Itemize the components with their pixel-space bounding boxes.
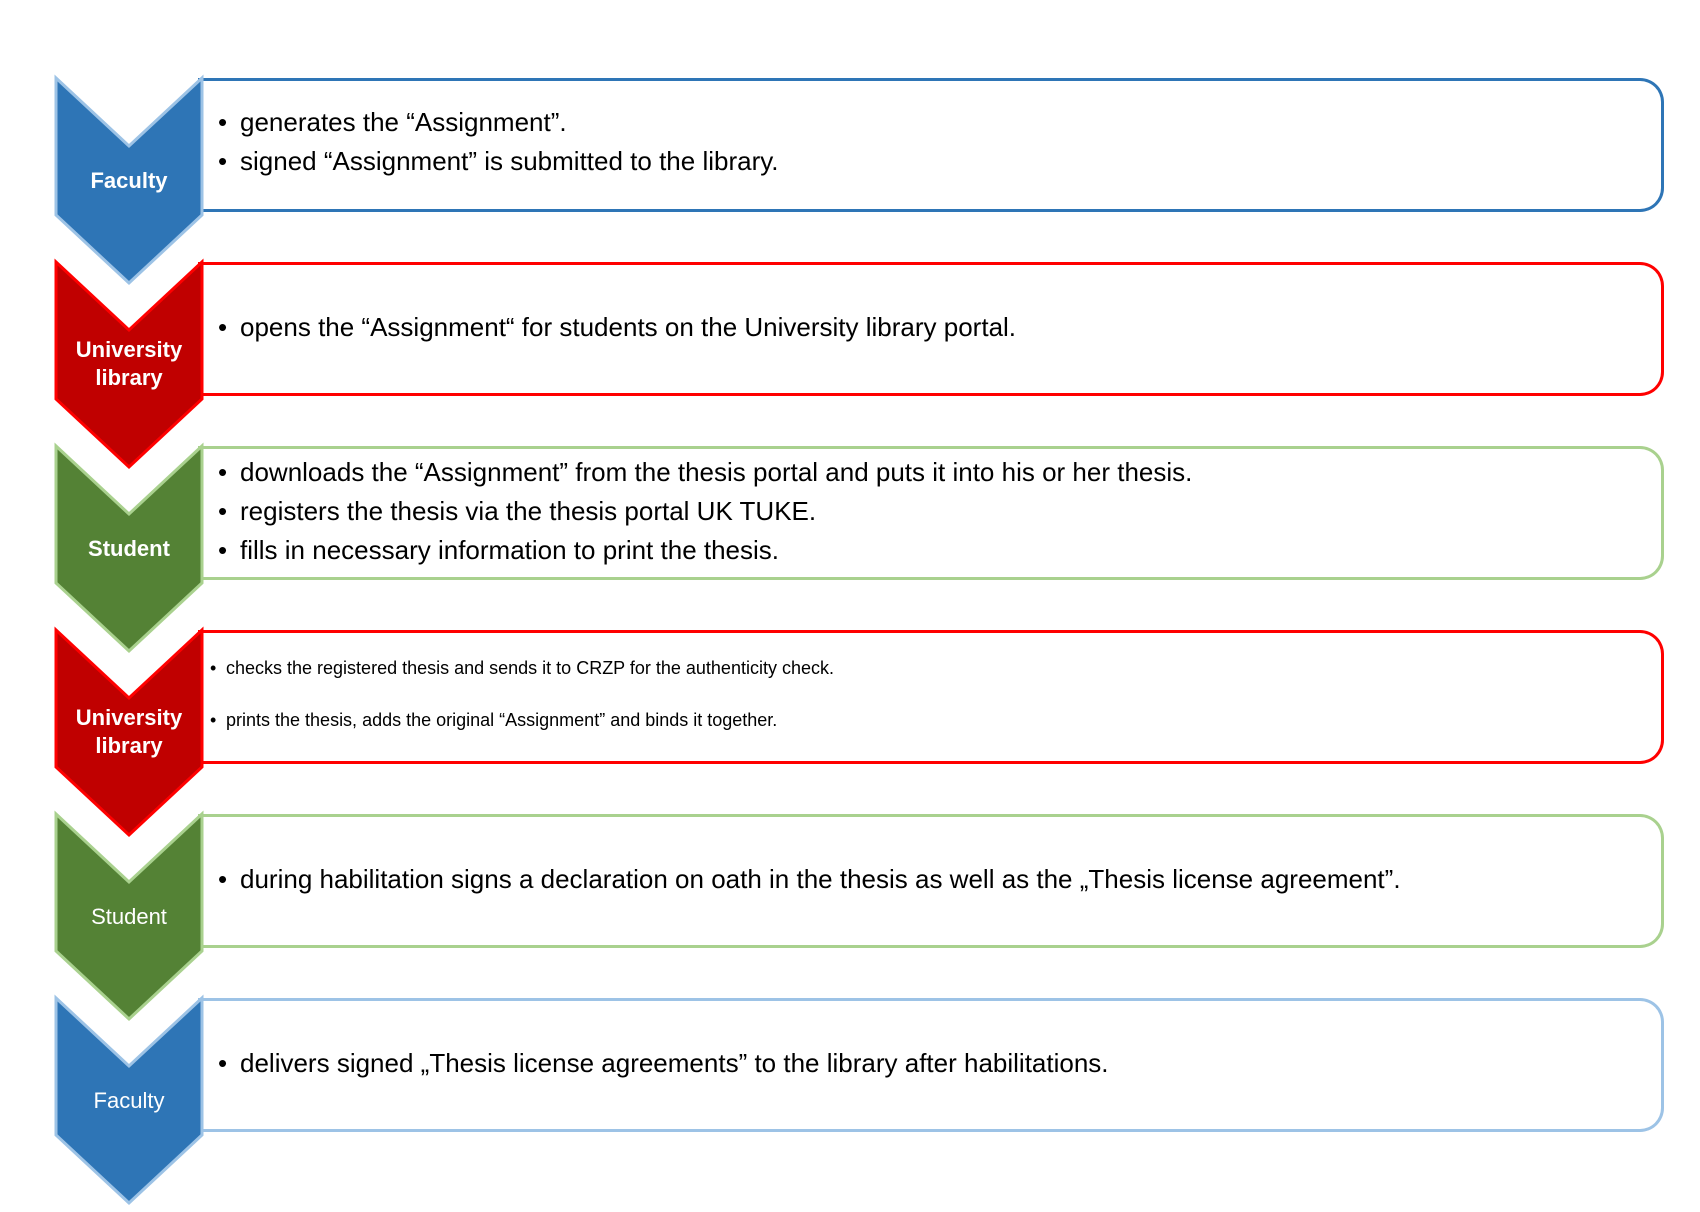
bullet-item: • prints the thesis, adds the original “Assignment” and binds it together. [210,708,1660,732]
bullet-item: • during habilitation signs a declaration on oath in the thesis as well as the „Thesis license agreement”. [218,860,1660,899]
step-bullet-list [218,453,1660,570]
bullet-item: • registers the thesis via the thesis portal UK TUKE. [218,492,1660,531]
process-step-university-library [0,262,1700,467]
process-step-faculty [0,78,1700,283]
bullet-item: • checks the registered thesis and sends it to CRZP for the authenticity check. [210,656,1660,680]
process-step-university-library [0,630,1700,835]
role-label: Faculty [93,1088,165,1113]
process-step-student [0,446,1700,651]
role-label: Student [91,904,167,929]
step-bullet-list [218,103,1660,181]
role-label: University library [75,337,183,390]
step-bullet-list [218,1044,1660,1083]
role-label: Student [88,536,170,561]
role-label: University library [75,705,183,758]
bullet-item: • fills in necessary information to print the thesis. [218,531,1660,570]
step-bullet-list [218,860,1660,899]
process-step-faculty [0,998,1700,1203]
bullet-item: • signed “Assignment” is submitted to the library. [218,142,1660,181]
step-bullet-list [210,656,1660,760]
bullet-item: • opens the “Assignment“ for students on the University library portal. [218,308,1660,347]
bullet-item: • delivers signed „Thesis license agreements” to the library after habilitations. [218,1044,1660,1083]
bullet-item: • downloads the “Assignment” from the thesis portal and puts it into his or her thesis. [218,453,1660,492]
role-label: Faculty [90,168,168,193]
process-step-student [0,814,1700,1019]
bullet-item: • generates the “Assignment”. [218,103,1660,142]
step-bullet-list [218,308,1660,347]
